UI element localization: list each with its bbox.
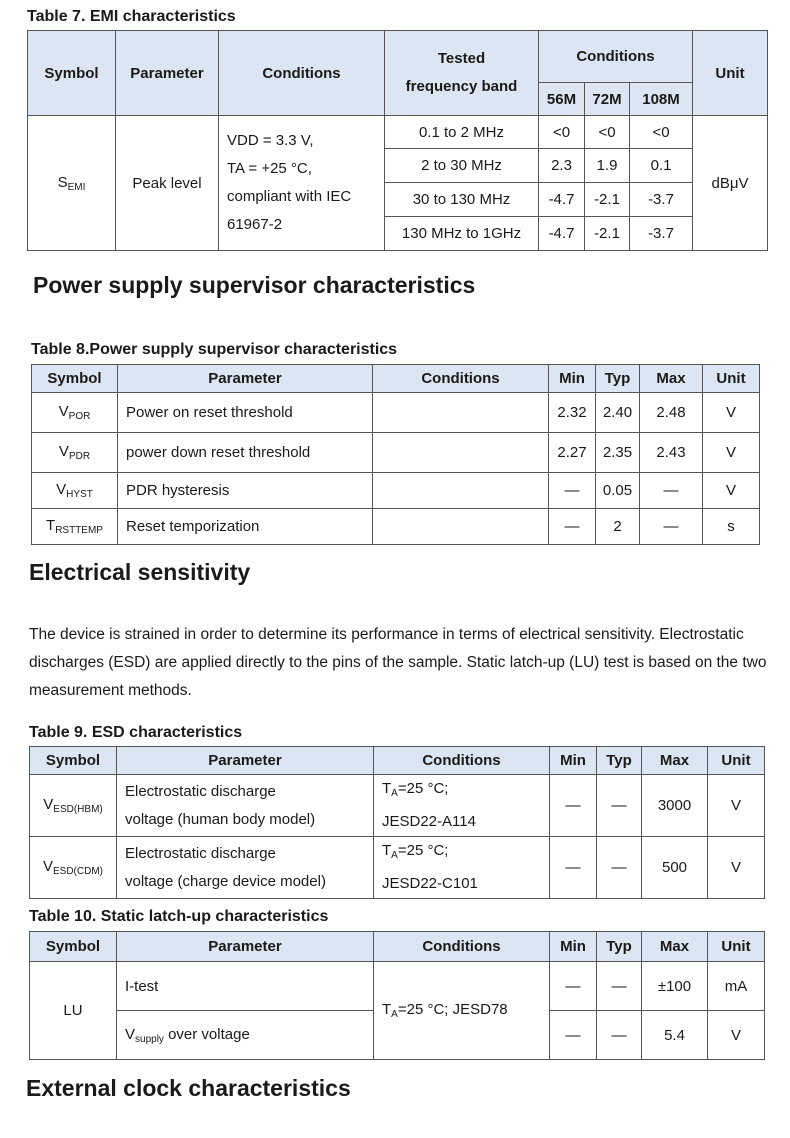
pss-conditions <box>373 509 549 545</box>
pss-max: 2.43 <box>640 433 703 473</box>
esd-parameter <box>117 837 374 899</box>
param-main: V <box>125 1025 136 1043</box>
header-conditions: Conditions <box>219 31 385 116</box>
emi-value-72m: 1.9 <box>585 149 630 183</box>
emi-conditions <box>219 116 385 251</box>
emi-symbol-sub: EMI <box>67 181 86 193</box>
emi-value-56m: <0 <box>539 116 585 149</box>
esd-max: 3000 <box>642 775 708 837</box>
pss-unit: V <box>703 433 760 473</box>
param-sub: supply <box>135 1033 164 1045</box>
cond-t: T <box>382 1001 392 1018</box>
electrical-sensitivity-paragraph: The device is strained in order to determine its performance in terms of electrical sensitivity. Electrostatic discharges (ESD) are applied directly to the pins of the sample. Static latch-up (LU) test is based on the two measurement methods. <box>29 626 767 699</box>
header-parameter: Parameter <box>117 747 374 775</box>
pss-unit: s <box>703 509 760 545</box>
esd-min: — <box>550 775 597 837</box>
header-conditions: Conditions <box>374 747 550 775</box>
header-parameter: Parameter <box>117 932 374 962</box>
esd-unit: V <box>708 837 765 899</box>
header-frequency-band <box>385 31 539 116</box>
symbol-main: V <box>58 443 69 460</box>
esd-typ: — <box>597 775 642 837</box>
lu-parameter <box>117 1011 374 1060</box>
esd-cond-line <box>382 775 545 808</box>
emi-value-108m: -3.7 <box>630 183 693 217</box>
section-title-electrical-sensitivity: Electrical sensitivity <box>29 559 251 585</box>
header-symbol: Symbol <box>32 365 118 393</box>
header-min: Min <box>550 932 597 962</box>
header-typ: Typ <box>596 365 640 393</box>
lu-unit: V <box>708 1011 765 1060</box>
section-title-power-supply: Power supply supervisor characteristics <box>33 272 476 298</box>
esd-symbol <box>30 837 117 899</box>
pss-parameter: Reset temporization <box>118 509 373 545</box>
symbol-main: V <box>58 403 69 420</box>
pss-unit: V <box>703 473 760 509</box>
cond-sub: A <box>391 850 398 861</box>
symbol-sub: PDR <box>68 451 91 462</box>
emi-parameter: Peak level <box>116 116 219 251</box>
lu-typ: — <box>597 1011 642 1060</box>
emi-value-108m: -3.7 <box>630 217 693 251</box>
emi-value-56m: -4.7 <box>539 183 585 217</box>
pss-min: 2.32 <box>549 393 596 433</box>
header-conditions: Conditions <box>373 365 549 393</box>
emi-symbol <box>28 116 116 251</box>
emi-value-108m: 0.1 <box>630 149 693 183</box>
cond-sub: A <box>391 788 398 799</box>
emi-cond-line: VDD = 3.3 V, <box>227 132 314 149</box>
emi-cond-line: 61967-2 <box>227 216 283 233</box>
esd-symbol <box>30 775 117 837</box>
esd-cond-line: JESD22-A114 <box>382 813 476 830</box>
esd-param-line: Electrostatic discharge <box>125 844 276 862</box>
cond-rest: =25 °C; <box>397 780 449 797</box>
pss-max: — <box>640 509 703 545</box>
emi-table <box>27 30 768 251</box>
header-min: Min <box>549 365 596 393</box>
emi-band: 130 MHz to 1GHz <box>385 217 539 251</box>
symbol-sub: RSTTEMP <box>55 525 103 536</box>
pss-typ: 2.40 <box>596 393 640 433</box>
pss-symbol <box>32 433 118 473</box>
pss-min: 2.27 <box>549 433 596 473</box>
pss-parameter: PDR hysteresis <box>118 473 373 509</box>
esd-conditions <box>374 775 550 837</box>
lu-conditions <box>374 962 550 1060</box>
pss-parameter: Power on reset threshold <box>118 393 373 433</box>
cond-t: T <box>382 842 392 859</box>
band-header-line2: frequency band <box>405 78 518 95</box>
esd-cond-line: JESD22-C101 <box>382 875 478 892</box>
symbol-sub: ESD(CDM) <box>53 866 103 877</box>
header-parameter: Parameter <box>118 365 373 393</box>
esd-cond-line <box>382 837 545 870</box>
header-typ: Typ <box>597 747 642 775</box>
header-max: Max <box>642 932 708 962</box>
lu-min: — <box>550 962 597 1011</box>
symbol-main: V <box>42 858 53 875</box>
header-max: Max <box>642 747 708 775</box>
pss-symbol <box>32 393 118 433</box>
emi-value-72m: -2.1 <box>585 217 630 251</box>
lu-typ: — <box>597 962 642 1011</box>
header-parameter: Parameter <box>116 31 219 116</box>
pss-typ: 2.35 <box>596 433 640 473</box>
esd-typ: — <box>597 837 642 899</box>
header-108m: 108M <box>630 83 693 116</box>
header-min: Min <box>550 747 597 775</box>
table7-caption: Table 7. EMI characteristics <box>27 8 236 25</box>
lu-max: ±100 <box>642 962 708 1011</box>
pss-conditions <box>373 393 549 433</box>
emi-value-72m: -2.1 <box>585 183 630 217</box>
esd-param-line: Electrostatic discharge <box>125 782 276 800</box>
emi-band: 30 to 130 MHz <box>385 183 539 217</box>
header-72m: 72M <box>585 83 630 116</box>
pss-symbol <box>32 509 118 545</box>
lu-unit: mA <box>708 962 765 1011</box>
esd-table <box>29 746 765 899</box>
header-unit: Unit <box>708 747 765 775</box>
esd-param-line: voltage (charge device model) <box>125 872 326 890</box>
lu-max: 5.4 <box>642 1011 708 1060</box>
header-symbol: Symbol <box>30 747 117 775</box>
band-header-line1: Tested <box>437 50 486 67</box>
esd-conditions <box>374 837 550 899</box>
pss-parameter: power down reset threshold <box>118 433 373 473</box>
header-56m: 56M <box>539 83 585 116</box>
symbol-main: V <box>43 796 54 813</box>
pss-max: — <box>640 473 703 509</box>
section-title-external-clock: External clock characteristics <box>26 1075 351 1101</box>
esd-param-line: voltage (human body model) <box>125 810 316 828</box>
pss-conditions <box>373 473 549 509</box>
pss-symbol <box>32 473 118 509</box>
symbol-sub: HYST <box>66 489 93 500</box>
esd-max: 500 <box>642 837 708 899</box>
table10-caption: Table 10. Static latch-up characteristics <box>29 908 329 925</box>
emi-cond-line: TA = +25 °C, <box>227 160 312 177</box>
header-conditions-group: Conditions <box>539 31 693 83</box>
header-max: Max <box>640 365 703 393</box>
lu-symbol: LU <box>30 962 117 1060</box>
emi-value-56m: -4.7 <box>539 217 585 251</box>
pss-conditions <box>373 433 549 473</box>
esd-unit: V <box>708 775 765 837</box>
pss-max: 2.48 <box>640 393 703 433</box>
emi-value-108m: <0 <box>630 116 693 149</box>
param-rest: over voltage <box>163 1025 250 1043</box>
header-conditions: Conditions <box>374 932 550 962</box>
emi-value-72m: <0 <box>585 116 630 149</box>
power-supervisor-table <box>31 364 760 545</box>
symbol-sub: ESD(HBM) <box>53 804 103 815</box>
header-unit: Unit <box>693 31 768 116</box>
header-symbol: Symbol <box>28 31 116 116</box>
latchup-table <box>29 931 765 1060</box>
cond-t: T <box>382 780 392 797</box>
lu-parameter: I-test <box>117 962 374 1011</box>
emi-value-56m: 2.3 <box>539 149 585 183</box>
symbol-main: V <box>56 481 67 498</box>
symbol-sub: POR <box>68 411 91 422</box>
emi-symbol-main: S <box>57 173 68 191</box>
symbol-main: T <box>46 517 56 534</box>
emi-unit: dBμV <box>693 116 768 251</box>
pss-typ: 2 <box>596 509 640 545</box>
pss-min: — <box>549 473 596 509</box>
esd-min: — <box>550 837 597 899</box>
emi-band: 2 to 30 MHz <box>385 149 539 183</box>
header-unit: Unit <box>703 365 760 393</box>
pss-unit: V <box>703 393 760 433</box>
emi-band: 0.1 to 2 MHz <box>385 116 539 149</box>
lu-min: — <box>550 1011 597 1060</box>
cond-rest: =25 °C; JESD78 <box>397 1001 508 1018</box>
header-unit: Unit <box>708 932 765 962</box>
cond-sub: A <box>391 1009 398 1020</box>
pss-min: — <box>549 509 596 545</box>
esd-parameter <box>117 775 374 837</box>
table9-caption: Table 9. ESD characteristics <box>29 724 243 741</box>
header-symbol: Symbol <box>30 932 117 962</box>
pss-typ: 0.05 <box>596 473 640 509</box>
table8-caption: Table 8.Power supply supervisor characteristics <box>31 341 398 358</box>
header-typ: Typ <box>597 932 642 962</box>
emi-cond-line: compliant with IEC <box>227 188 352 205</box>
cond-rest: =25 °C; <box>397 842 449 859</box>
